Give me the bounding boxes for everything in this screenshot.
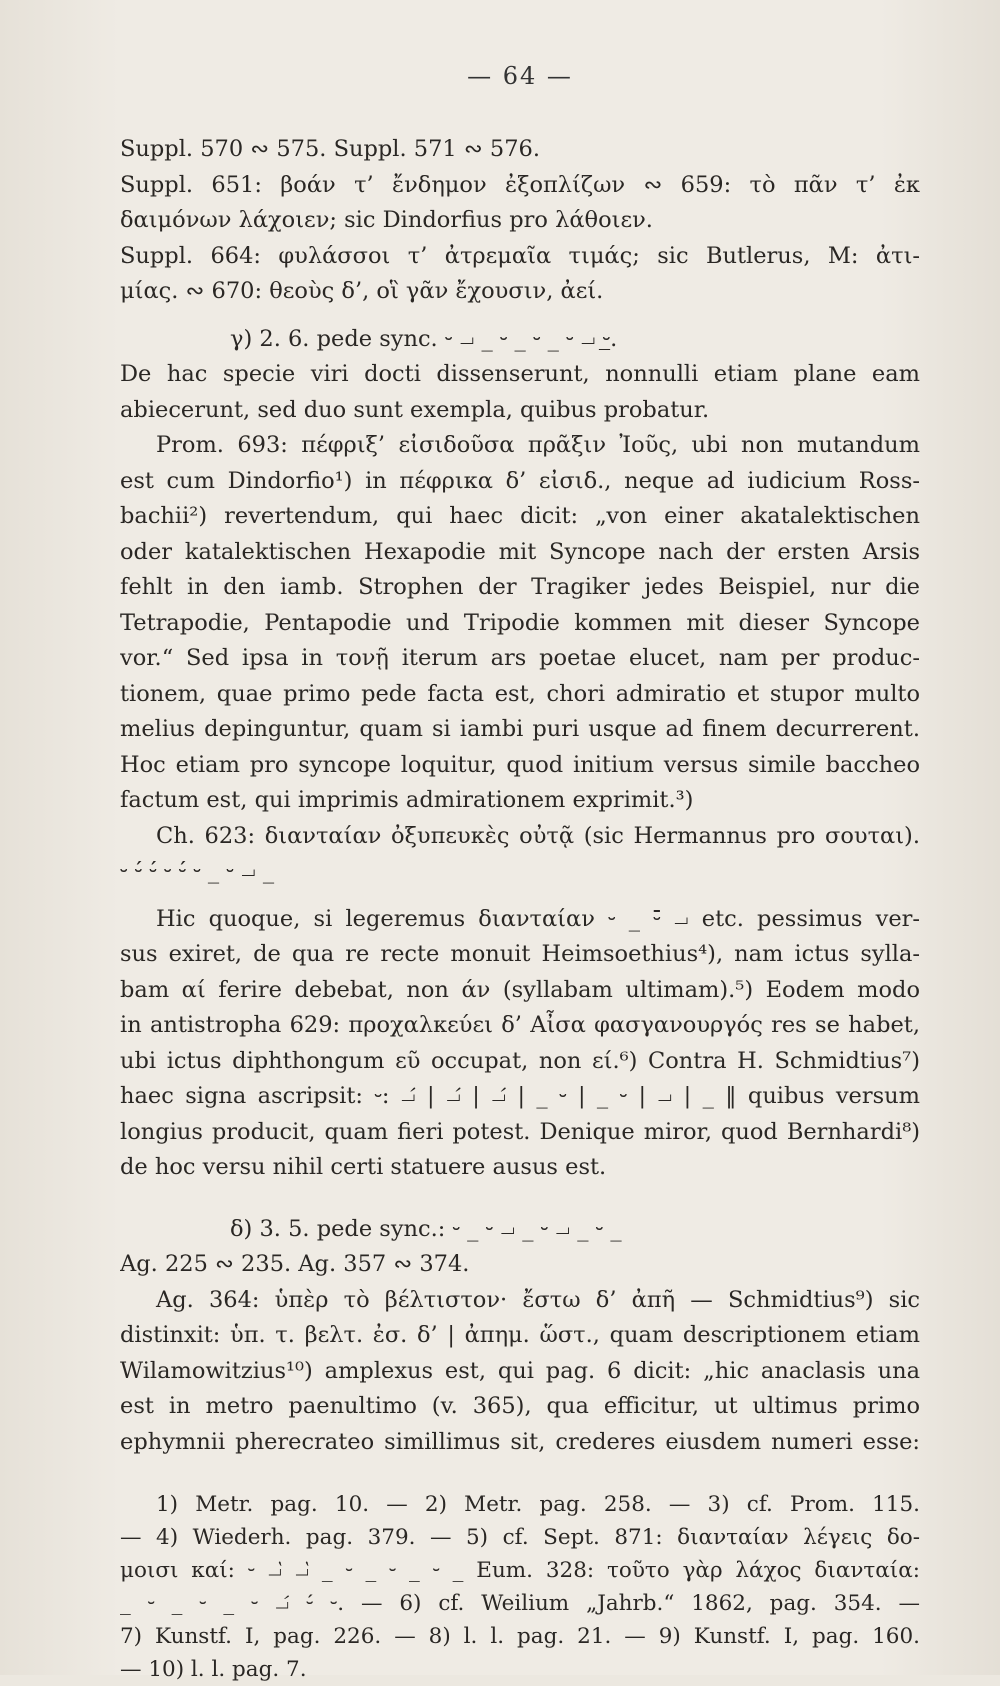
footnote-line: — 10) l. l. pag. 7. <box>120 1657 307 1682</box>
section-heading: δ) 3. 5. pede sync.: ⏑ _ ⏑ ⏗ _ ⏑ ⏗ _ ⏑ _ <box>230 1215 622 1242</box>
text-line: sus exiret, de qua re recte monuit Heimsoethius⁴), nam ictus sylla- <box>120 941 920 967</box>
text-line: abiecerunt, sed duo sunt exempla, quibus probatur. <box>120 396 710 423</box>
text-line: Ag. 225 ∾ 235. Ag. 357 ∾ 374. <box>120 1251 470 1277</box>
text-line: De hac specie viri docti dissenserunt, nonnulli etiam plane eam <box>120 361 920 387</box>
text-line: de hoc versu nihil certi statuere ausus est. <box>120 1154 607 1180</box>
text-line: fehlt in den iamb. Strophen der Tragiker jedes Beispiel, nur die <box>120 574 920 600</box>
footnote-line: 1) Metr. pag. 10. — 2) Metr. pag. 258. — 3) cf. Prom. 115. <box>156 1492 920 1517</box>
text-line: oder katalektischen Hexapodie mit Syncope nach der ersten Arsis <box>120 538 920 565</box>
text-line: δαιμόνων λάχοιεν; sic Dindorfius pro λάθοιεν. <box>120 207 653 233</box>
text-line: longius producit, quam fieri potest. Denique miror, quod Bernhardi⁸) <box>120 1118 920 1145</box>
text-line: Tetrapodie, Pentapodie und Tripodie kommen mit dieser Syncope <box>120 609 920 636</box>
text-line: Hoc etiam pro syncope loquitur, quod initium versus simile baccheo <box>120 751 920 778</box>
text-line: bachii²) revertendum, qui haec dicit: „von einer akatalektischen <box>120 503 920 529</box>
text-line: vor.“ Sed ipsa in τονῇ iterum ars poetae elucet, nam per produc- <box>120 645 920 671</box>
footnotes <box>120 1488 920 1686</box>
body-text <box>120 132 920 1460</box>
text-line: Prom. 693: πέφριξ’ εἰσιδοῦσα πρᾶξιν Ἰοῦς, ubi non mutandum <box>156 432 920 458</box>
meter-notation: ⏑ ⏑́ ⏑́ ⏑ ⏑́ ⏑ _ ⏑ ⏗ _ <box>120 858 275 884</box>
footnote-line: — 4) Wiederh. pag. 379. — 5) cf. Sept. 871: διανταίαν λέγεις δο- <box>120 1525 920 1550</box>
text-line: est in metro paenultimo (v. 365), qua efficitur, ut ultimus primo <box>120 1393 920 1419</box>
text-line: Ag. 364: ὑπὲρ τὸ βέλτιστον· ἔστω δ’ ἀπῆ — Schmidtius⁹) sic <box>156 1286 920 1313</box>
text-line: ubi ictus diphthongum εῦ occupat, non εί.⁶) Contra H. Schmidtius⁷) <box>120 1047 920 1074</box>
section-heading: γ) 2. 6. pede sync. ⏑ ⏗ _ ⏑ _ ⏑ _ ⏑ ⏗ ⏑̲. <box>230 325 618 352</box>
text-line: haec signa ascripsit: ⏑: ⏗́ | ⏗́ | ⏗́ | _ ⏑ | _ ⏑ | ⏗ | _ ‖ quibus versum <box>120 1083 920 1109</box>
text-line: tionem, quae primo pede facta est, chori admiratio et stupor multo <box>120 680 920 707</box>
text-line: μίας. ∾ 670: θεοὺς δ’, οἳ γᾶν ἔχουσιν, ἀεί. <box>120 278 604 304</box>
footnote-line: _ ⏑ _ ⏑ _ ⏑ ⏗́ ⏑́ ⏑. — 6) cf. Weilium „Jahrb.“ 1862, pag. 354. — <box>120 1591 920 1616</box>
text-line: Suppl. 664: φυλάσσοι τ’ ἀτρεμαῖα τιμάς; sic Butlerus, M: ἀτι- <box>120 242 920 269</box>
page-number: — 64 — <box>467 62 573 90</box>
text-line: Hic quoque, si legeremus διανταίαν ⏑ _ ⏑̄ ⏗ etc. pessimus ver- <box>156 905 920 932</box>
footnote-line: 7) Kunstf. I, pag. 226. — 8) l. l. pag. 21. — 9) Kunstf. I, pag. 160. <box>120 1624 920 1649</box>
text-line: Suppl. 651: βοάν τ’ ἔνδημον ἐξοπλίζων ∾ 659: τὸ πᾶν τ’ ἐκ <box>120 171 920 198</box>
text-line: distinxit: ὑπ. τ. βελτ. ἐσ. δ’ | ἀπημ. ὥστ., quam descriptionem etiam <box>120 1322 920 1348</box>
text-line: bam αί ferire debebat, non άν (syllabam ultimam).⁵) Eodem modo <box>120 976 920 1003</box>
text-line: Suppl. 570 ∾ 575. Suppl. 571 ∾ 576. <box>120 136 540 162</box>
text-line: ephymnii pherecrateo simillimus sit, crederes eiusdem numeri esse: <box>120 1428 920 1455</box>
text-line: factum est, qui imprimis admirationem exprimit.³) <box>120 787 694 813</box>
text-line: est cum Dindorfio¹) in πέφρικα δ’ εἰσιδ., neque ad iudicium Ross- <box>120 467 920 494</box>
text-line: in antistropha 629: προχαλκεύει δ’ Αἶσα φασγανουργός res se habet, <box>120 1012 920 1038</box>
text-line: Ch. 623: διανταίαν ὀξυπευκὲς οὐτᾷ (sic Hermannus pro σουται). <box>156 822 920 849</box>
text-line: melius depinguntur, quam si iambi puri usque ad finem decurrerent. <box>120 716 920 742</box>
text-line: Wilamowitzius¹⁰) amplexus est, qui pag. 6 dicit: „hic anaclasis una <box>120 1357 920 1384</box>
footnote-line: μοισι καί: ⏑ ⏗́ ⏗́ _ ⏑ _ ⏑ _ ⏑ _ Eum. 328: τοῦτο γὰρ λάχος διανταία: <box>120 1558 920 1583</box>
